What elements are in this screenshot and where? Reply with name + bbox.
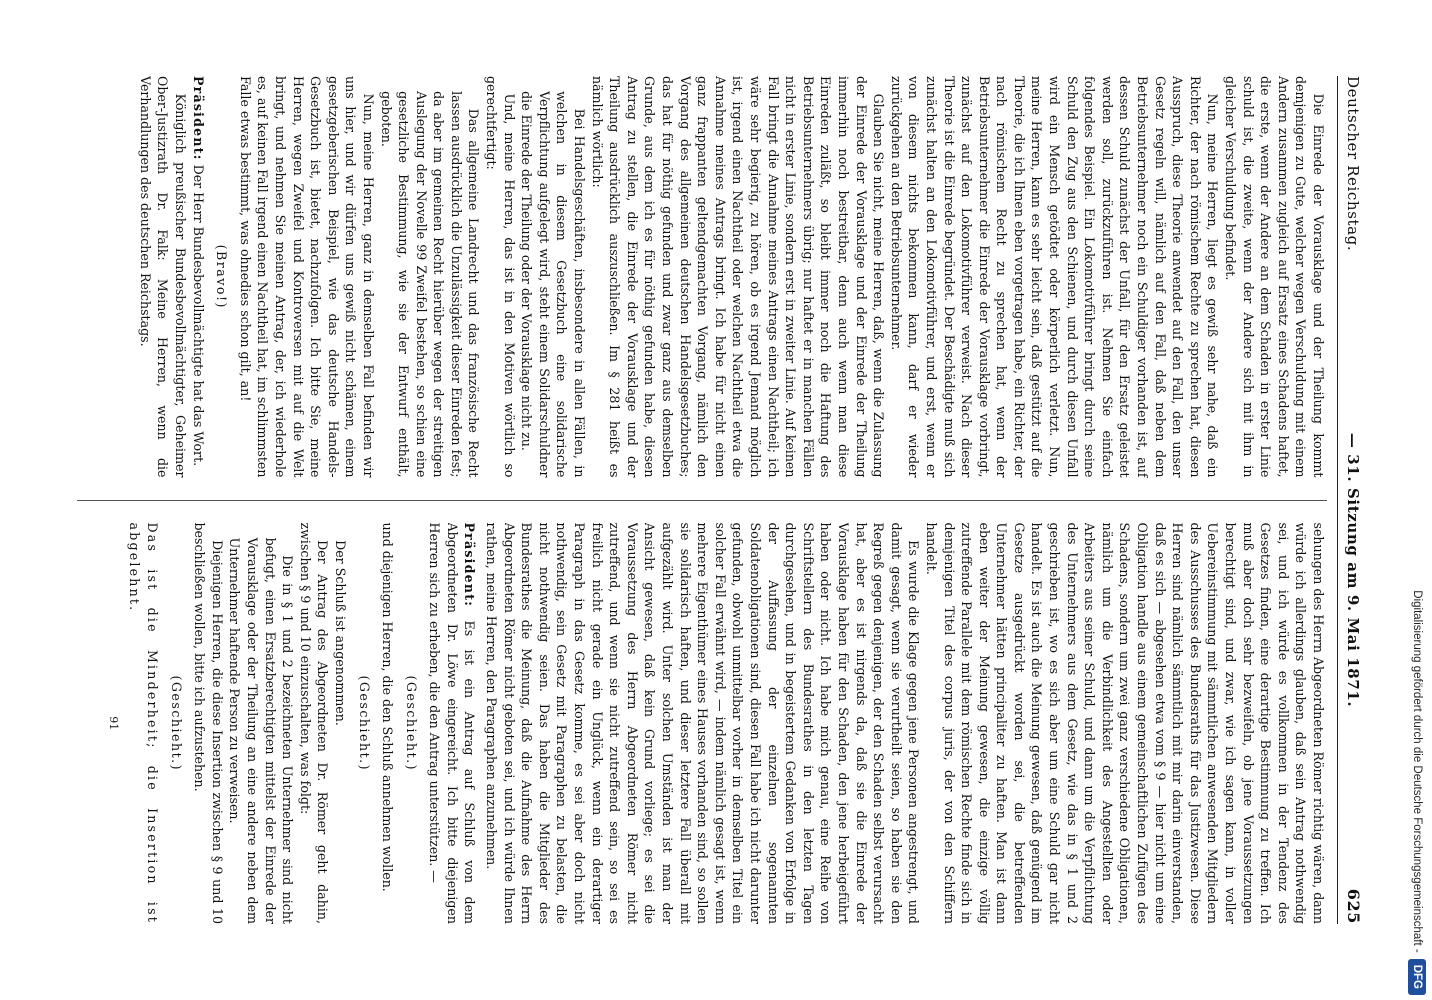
header-title: Deutscher Reichstag. — [1344, 76, 1362, 252]
attribution — [1406, 5, 1428, 995]
paragraph: Nun, meine Herren, ganz in demselben Fall befinden wir uns hier, und wir dürfen uns gewiß nicht schämen, einem gesetzgeberischen Beispiel, wie das deutsche Handels-Gesetzbuch ist, bietet, nachzufolgen. Ich bitte Sie, meine Herren, wegen Zweifel und Kontroversen mit auf die Welt bringt, und nehmen Sie meinen Antrag, der, ich wiederhole es, auf keinen Fall irgend einen Nachtheil hat, im schlimmsten Falle etwas bestimmt, was ohnedies schon gilt, an! — [237, 76, 376, 478]
left-column — [77, 76, 1327, 478]
speech-text: Der Herr Bundesbevollmächtigte hat das Wort. — [190, 164, 206, 467]
stage-direction: (Geschieht.) — [403, 675, 419, 772]
paragraph: Es wurde die Klage gegen jene Personen angestrengt, und damit gesagt, wenn sie verurtheilt seien, so haben sie den Regreß gegen denjenigen, der den Schaden selbst verursacht hat, aber es ist nirgends da, daß sie die Einrede der Vorausklage haben für den Schaden, den jene herbeigeführt haben oder nicht. Ich habe mich genau, eine Reihe von Schriftstellern des Bundesrathes in den letzten Tagen durchgesehen, und in begeistertem Gedanken von Erfolge in der Auffassung der einzelnen sogenannten Soldatenobligationen sind, diesen Fall habe ich nicht darunter gefunden, obwohl unmittelbar vorher in demselben Titel ein solcher Fall erwähnt wird, — indem nämlich gesagt ist, wenn mehrere Eigenthümer eines Hauses vorhanden sind, so sollen sie solidarisch haften, und dieser letztere Fall überall mit aufgezählt wird. Unter solchen Umständen ist man der Ansicht gewesen, daß kein Grund vorliege; es sei die Voraussetzung des Herrn Abgeordneten Römer nicht zutreffend, und wenn sie nicht zutreffend sein, so sei es freilich nicht gerade ein Unglück, wenn ein derartiger Paragraph in das Gesetz komme, es sei aber doch nicht nothwendig, sein Gesetz mit Paragraphen zu belasten, die nicht nothwendig seien. Das haben die Mitglieder des Bundesrathes die Meinung, daß die Aufnahme des Herrn Abgeordneten Römer nicht geboten sei, und ich würde Ihnen rathen, meine Herren, den Paragraphen anzunehmen. — [484, 522, 922, 924]
quotation: Das allgemeine Landrecht und das französische Recht lassen ausdrücklich die Unzulässigkeit dieser Einreden fest; da aber im gemeinen Recht hierüber wegen der streitigen Auslegung der Novelle 99 Zweifel bestehen, so schien eine gesetzliche Bestimmung, wie sie der Entwurf enthält, geboten. — [378, 91, 482, 478]
attribution-strip — [1404, 0, 1430, 1000]
president-remark — [426, 523, 479, 925]
speaker-label: Präsident: — [462, 522, 478, 608]
header-session: — 31. Sitzung am 9. Mai 1871. — [1344, 432, 1362, 708]
paragraph: Der Antrag des Abgeordneten Dr. Römer geht dahin, zwischen § 9 und 10 einzuschalten, was folgt: — [297, 522, 331, 924]
signature-mark: 91 — [106, 716, 120, 731]
president-remark — [189, 76, 207, 478]
stage-direction: (Geschieht.) — [168, 675, 184, 772]
attribution-text: Digitalisierung gefördert durch die Deutsche Forschungsgemeinschaft - — [1411, 590, 1423, 953]
quotation: Bei Handelsgeschäften, insbesondere in allen Fällen, in welchen in diesem Gesetzbuch eine solidarische Verpflichtung aufgelegt wird, steht einem Solidarschuldner die Einrede der Theilung oder der Vorausklage nicht zu. — [519, 91, 588, 478]
page-number: 625 — [1344, 888, 1363, 924]
text-columns — [77, 76, 1327, 924]
paragraph: Die Einrede der Vorausklage und der Theilung kommt demjenigen zu Gute, welcher wegen Verschuldung mit einem Andern zusammen zugleich auf Ersatz eines Schadens haftet, die erste, wenn der Andere an dem Schaden in erster Linie schuld ist, die zweite, wenn der Andere sich mit ihm in gleicher Verschuldung befindet. — [1223, 76, 1326, 478]
quotation: Die in § 1 und 2 bezeichneten Unternehmer sind nicht befugt, einen Ersatzberechtigten mittelst der Einrede der Vorausklage oder der Theilung an eine andere neben dem Unternehmer haftende Person zu verweisen. — [227, 537, 296, 924]
paragraph: Nun, meine Herren, liegt es gewiß sehr nahe, daß ein Richter, der nach römischem Rechte zu sprechen hat, diesen Ausspruch, diese Theorie anwendet auf den Fall, den unser Gesetz regeln will, nämlich auf den Fall, daß neben dem Betriebsunternehmer noch ein Schuldiger vorhanden ist, auf dessen Schuld zunächst der Unfall, für den Ersatz geleistet werden soll, zurückzuführen ist. Nehmen Sie einfach folgendes Beispiel. Ein Lokomotivführer bringt durch seine Schuld den Zug aus den Schienen, und durch diesen Unfall wird ein Mensch getödtet oder körperlich verletzt. Nun, meine Herren, kann es sehr leicht sein, daß gestützt auf die Theorie, die ich Ihnen eben vorgetragen habe, ein Richter, der nach römischem Recht zu sprechen hat, wenn der Betriebsunternehmer die Einrede der Vorausklage vorbringt, zunächst auf den Lokomotivführer verweist. Nach dieser Theorie ist die Einrede begründet. Der Beschädigte muß sich zunächst halten an den Lokomotivführer, und erst, wenn er von diesem nichts bekommen kann, darf er wieder zurückgehen an den Betriebsunternehmer. — [888, 76, 1221, 478]
paragraph: Das ist die Minderheit; die Insertion ist abgelehnt. — [127, 522, 160, 924]
paragraph: und diejenigen Herren, die den Schluß annehmen wollen. — [380, 522, 396, 892]
dfg-logo: DFG — [1408, 959, 1426, 995]
paragraph: sehungen des Herrn Abgeordneten Römer richtig wären, dann würde ich allerdings glauben, daß sein Antrag nothwendig sei, und ich würde es vollkommen in der Tendenz des Gesetzes finden, eine derartige Bestimmung zu treffen. Ich muß aber doch sehr bezweifeln, ob jene Voraussetzungen berechtigt sind, und zwar, wie ich sagen kann, in voller Uebereinstimmung mit sämmtlichen anwesenden Mitgliedern des Ausschusses des Bundesraths für das Justizwesen. Diese Herren sind nämlich sämmtlich mit mir darin einverstanden, daß es sich — abgesehen etwa vom § 9 — hier nicht um eine Obligation handle aus einem gemeinschaftlichen Zufügen des Schadens, sondern um zwei ganz verschiedene Obligationen, nämlich um die Verbindlichkeit des Angestellten oder Arbeiters aus seiner Schuld, und dann um die Verpflichtung des Unternehmers aus dem Gesetz, wie das in § 1 und 2 geschrieben ist, wo es sich aber um eine Schuld gar nicht handelt. Es ist auch die Meinung gewesen, daß genügend im Gesetze ausgedrückt worden sei, die betreffenden Unternehmer hätten principaliter zu haften. Man ist dann eben weiter der Meinung gewesen, die einzige völlig zutreffende Parallele mit dem römischen Rechte finde sich in demjenigen Titel des corpus juris, der von den Schiffern handelt. — [923, 522, 1326, 924]
speech-text: Es ist ein Antrag auf Schluß von dem Abgeordneten Dr. Löwe eingereicht. Ich bitte diejenigen Herren sich zu erheben, die den Antrag unterstützen. — — [427, 522, 478, 924]
speaker-label: Präsident: — [190, 76, 206, 161]
stage-direction: (Bravo!) — [214, 244, 230, 309]
column-divider — [77, 500, 1327, 501]
paragraph: Diejenigen Herren, die diese Insertion zwischen § 9 und 10 beschließen wollen, bitte ich aufzustehen. — [192, 522, 225, 924]
paragraph: Königlich preußischer Bundesbevollmächtigter, Geheimer Ober-Justizrath Dr. Falk: Meine Herren, wenn die Verhandlungen des deutschen Reichstags. — [137, 76, 188, 478]
page-header — [1337, 76, 1363, 924]
paragraph: Glauben Sie nicht, meine Herren, daß, wenn die Zulassung der Einrede der Vorausklage und der Einrede der Theilung immerhin noch bestreitbar, denn auch wenn man diese Einreden zuläßt, so bleibt immer noch die Haftung des Betriebsunternehmers übrig; nur haftet er in manchen Fällen nicht in erster Linie, sondern erst in zweiter Linie. Auf keinen Fall bringt die Annahme meines Antrags einen Nachtheil; ich wäre sehr begierig, zu hören, ob es irgend Jemand möglich ist, irgend einen Nachtheil oder welchen Nachtheil etwa die Annahme meines Antrags bringt. Ich habe für nicht einen ganz frappanten geltendgemachten Vorgang, nämlich den Vorgang des allgemeinen deutschen Handelsgesetzbuches; das hat für nöthig gefunden und zwar ganz aus demselben Grunde, aus dem ich es für nöthig gefunden habe, diesen Antrag zu stellen, die Einrede der Vorausklage und der Theilung ausdrücklich auszuschließen. Im § 281 heißt es nämlich wörtlich: — [589, 76, 887, 478]
paragraph: Und, meine Herren, das ist in den Motiven wörtlich so gerechtfertigt: — [484, 76, 517, 478]
newspaper-page — [51, 50, 1381, 950]
right-column — [77, 523, 1327, 925]
stage-direction: (Geschieht.) — [356, 675, 372, 772]
paragraph: Der Schluß ist angenommen. — [332, 540, 348, 726]
